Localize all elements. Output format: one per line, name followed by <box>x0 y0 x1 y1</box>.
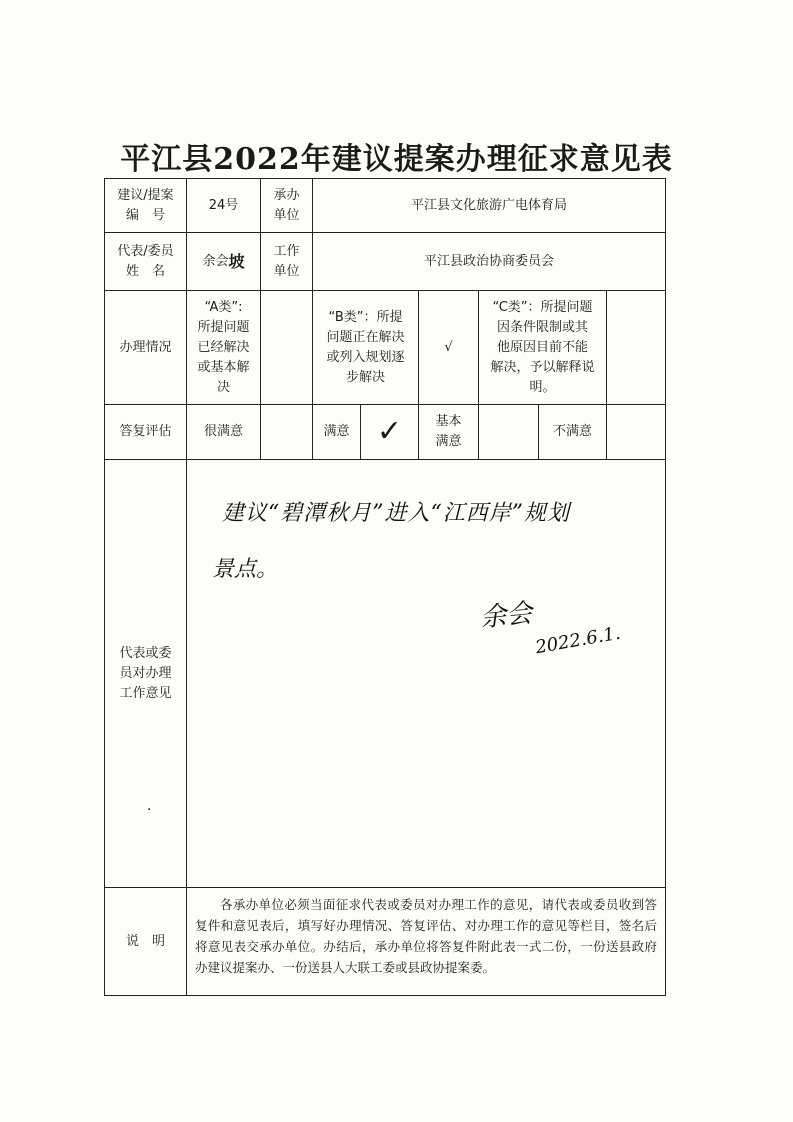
work-unit: 平江县政治协商委员会 <box>313 233 666 291</box>
label-handling-status: 办理情况 <box>104 291 187 405</box>
representative-name-text: 余会 <box>202 253 229 269</box>
eval-very-satisfied: 很满意 <box>187 405 261 460</box>
eval-basic-satisfied: 基本 满意 <box>419 405 479 460</box>
handling-unit: 平江县文化旅游广电体育局 <box>313 178 666 233</box>
instructions-text: 各承办单位必须当面征求代表或委员对办理工作的意见，请代表或委员收到答复件和意见表后，填写好办理情况、答复评估、对办理工作的意见等栏目，签名后将意见表交承办单位。办结后，承办单位将答复件附此表一式二份，一份送县政府办建议提案办、一份送县人大联工委或县政协提案委。 <box>187 888 666 996</box>
handwritten-opinion-line1: 建议“碧潭秋月”进入“江西岸”规划 <box>222 501 570 526</box>
handwritten-date: 2022.6.1. <box>533 622 623 659</box>
handwritten-check-icon: ✓ <box>376 414 403 449</box>
label-representative-opinion: 代表或委 员对办理 工作意见 <box>104 460 187 888</box>
option-c-checkbox[interactable] <box>607 291 666 405</box>
option-c-category: “C类”：所提问题 因条件限制或其 他原因目前不能 解决，予以解释说 明。 <box>479 291 607 405</box>
label-reply-evaluation: 答复评估 <box>104 405 187 460</box>
label-instructions: 说 明 <box>104 888 187 996</box>
label-suggestion-number: 建议/提案 编 号 <box>104 178 187 233</box>
option-a-category: “A类”: 所提问题 已经解决 或基本解 决 <box>187 291 261 405</box>
label-representative-name: 代表/委员 姓 名 <box>104 233 187 291</box>
eval-basic-satisfied-box[interactable] <box>479 405 539 460</box>
eval-not-satisfied: 不满意 <box>539 405 607 460</box>
handwritten-signature: 余会 <box>478 598 534 634</box>
form-title: 平江县2022年建议提案办理征求意见表 <box>120 142 673 177</box>
eval-very-satisfied-box[interactable] <box>261 405 313 460</box>
option-a-checkbox[interactable] <box>261 291 313 405</box>
eval-satisfied: 满意 <box>313 405 361 460</box>
label-work-unit: 工作 单位 <box>261 233 313 291</box>
suggestion-number: 24号 <box>187 178 261 233</box>
option-b-category: “B类”：所提 问题正在解决 或列入规划逐 步解决 <box>313 291 419 405</box>
label-handling-unit: 承办 单位 <box>261 178 313 233</box>
eval-not-satisfied-box[interactable] <box>607 405 666 460</box>
handwritten-name-char: 坡 <box>228 251 245 271</box>
representative-name <box>187 233 261 291</box>
eval-satisfied-box[interactable] <box>361 405 419 460</box>
stray-dot: · <box>147 802 152 818</box>
option-b-checkbox[interactable] <box>419 291 479 405</box>
handwritten-opinion-line2: 景点。 <box>212 557 279 582</box>
check-mark-icon: √ <box>444 339 453 355</box>
